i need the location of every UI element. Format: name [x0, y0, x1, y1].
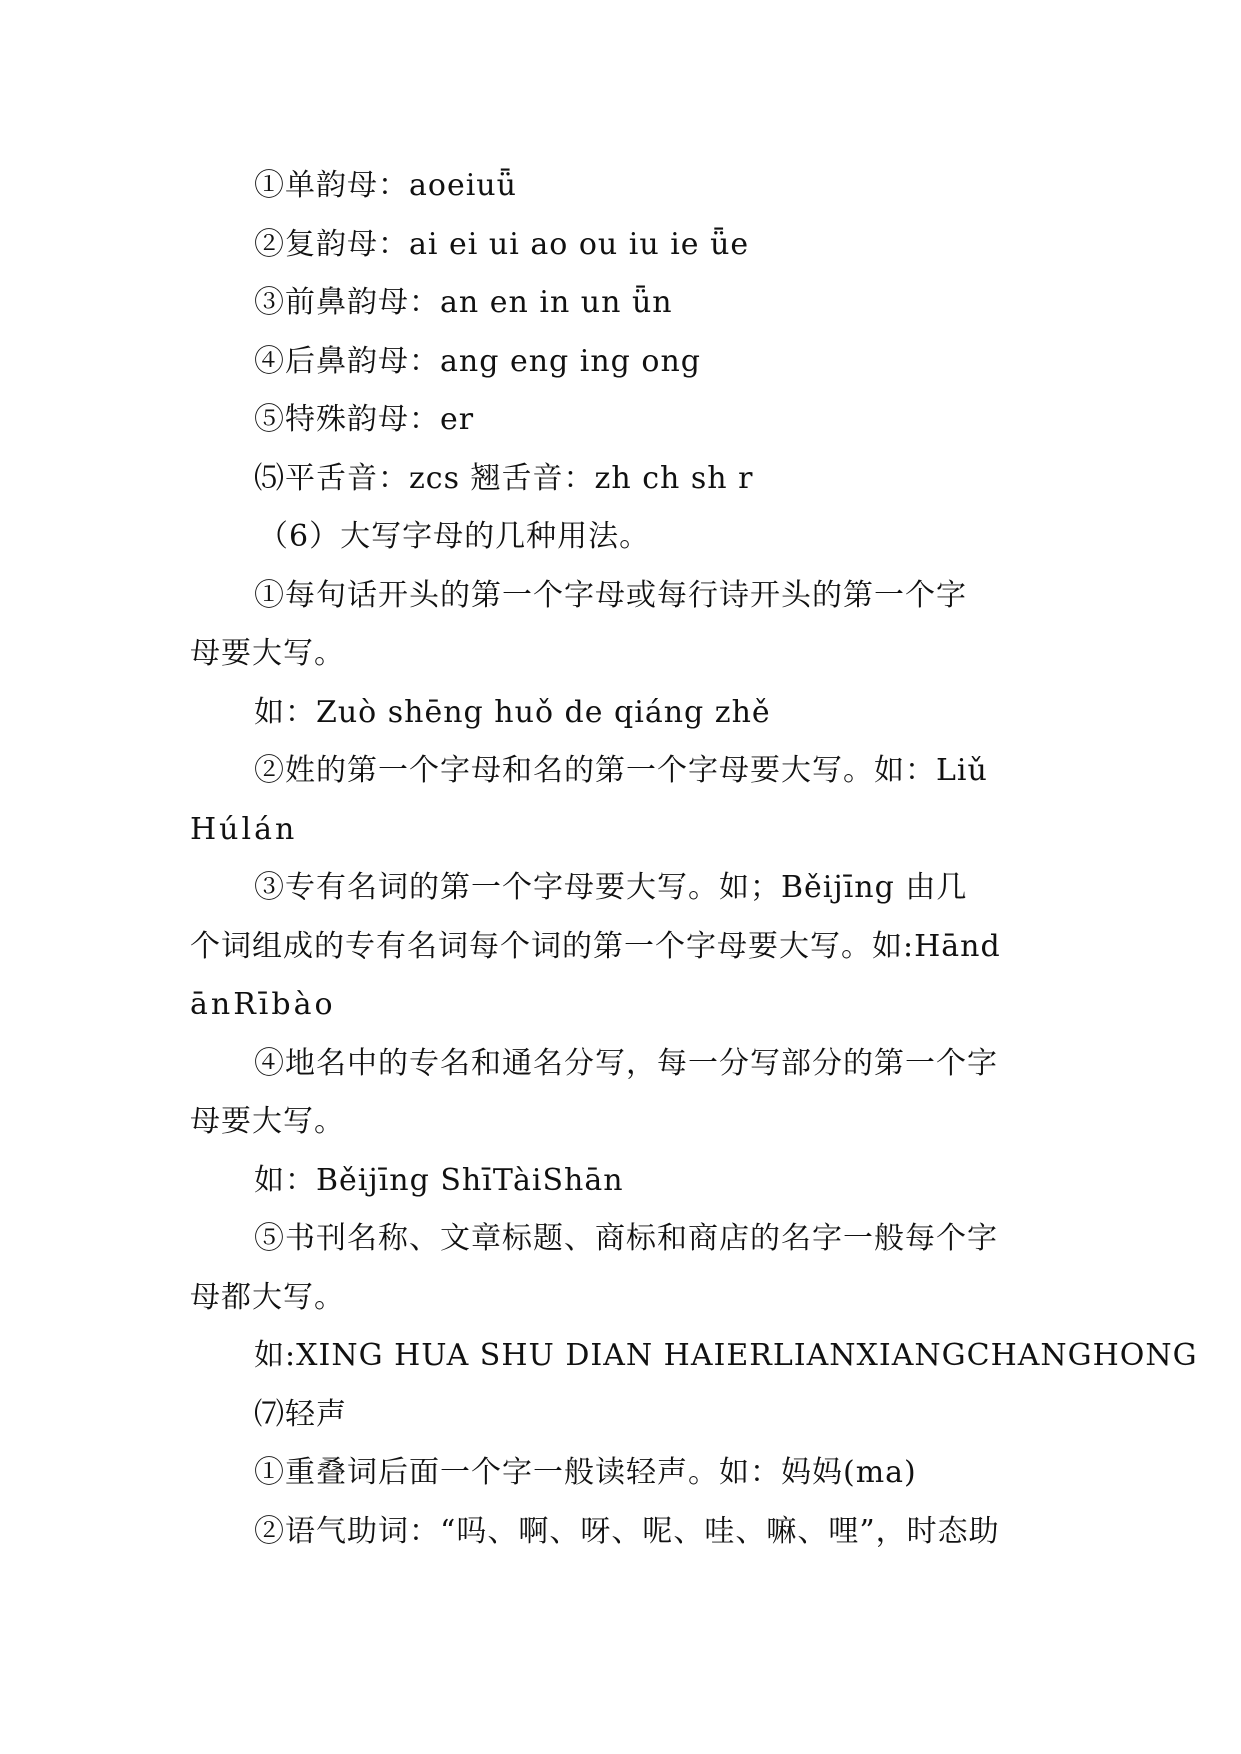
- paragraph-line: ③专有名词的第一个字母要大写。如；Běijīng 由几: [254, 870, 968, 905]
- paragraph-line: ①每句话开头的第一个字母或每行诗开头的第一个字: [254, 577, 967, 613]
- paragraph-line: 个词组成的专有名词每个词的第一个字母要大写。如:Hānd: [190, 928, 1001, 964]
- document-body: [190, 157, 1198, 1561]
- paragraph-line: ④地名中的专名和通名分写，每一分写部分的第一个字: [254, 1045, 998, 1081]
- section-heading: ⑺轻声: [254, 1396, 347, 1432]
- example-line: 如：Zuò shēng huǒ de qiáng zhě: [254, 694, 771, 730]
- paragraph-line: ⑤特殊韵母：er: [254, 402, 475, 437]
- paragraph-line: ①重叠词后面一个字一般读轻声。如：妈妈(ma): [254, 1455, 917, 1490]
- example-line: 如:XING HUA SHU DIAN HAIERLIANXIANGCHANGHONG: [254, 1338, 1198, 1373]
- paragraph-line: ②语气助词：“吗、啊、呀、呢、哇、嘛、哩”，时态助: [254, 1513, 1000, 1549]
- section-heading: （6）大写字母的几种用法。: [258, 519, 651, 554]
- paragraph-line: Húlán: [190, 811, 298, 847]
- example-line: 如：Běijīng ShīTàiShān: [254, 1162, 624, 1198]
- paragraph-line: 母要大写。: [190, 636, 345, 671]
- paragraph-line: ③前鼻韵母：an en in un ǖn: [254, 285, 673, 320]
- paragraph-line: ⑸平舌音：zcs 翘舌音：zh ch sh r: [254, 460, 754, 496]
- paragraph-line: ④后鼻韵母：ang eng ing ong: [254, 343, 702, 379]
- paragraph-line: ②复韵母：ai ei ui ao ou iu ie ǖe: [254, 226, 750, 262]
- paragraph-line: ①单韵母：aoeiuǖ: [254, 168, 517, 203]
- paragraph-line: 母都大写。: [190, 1279, 345, 1315]
- paragraph-line: ⑤书刊名称、文章标题、商标和商店的名字一般每个字: [254, 1221, 998, 1256]
- paragraph-line: ②姓的第一个字母和名的第一个字母要大写。如：Liǔ: [254, 753, 988, 788]
- paragraph-line: 母要大写。: [190, 1104, 345, 1139]
- paragraph-line: ānRībào: [190, 987, 336, 1022]
